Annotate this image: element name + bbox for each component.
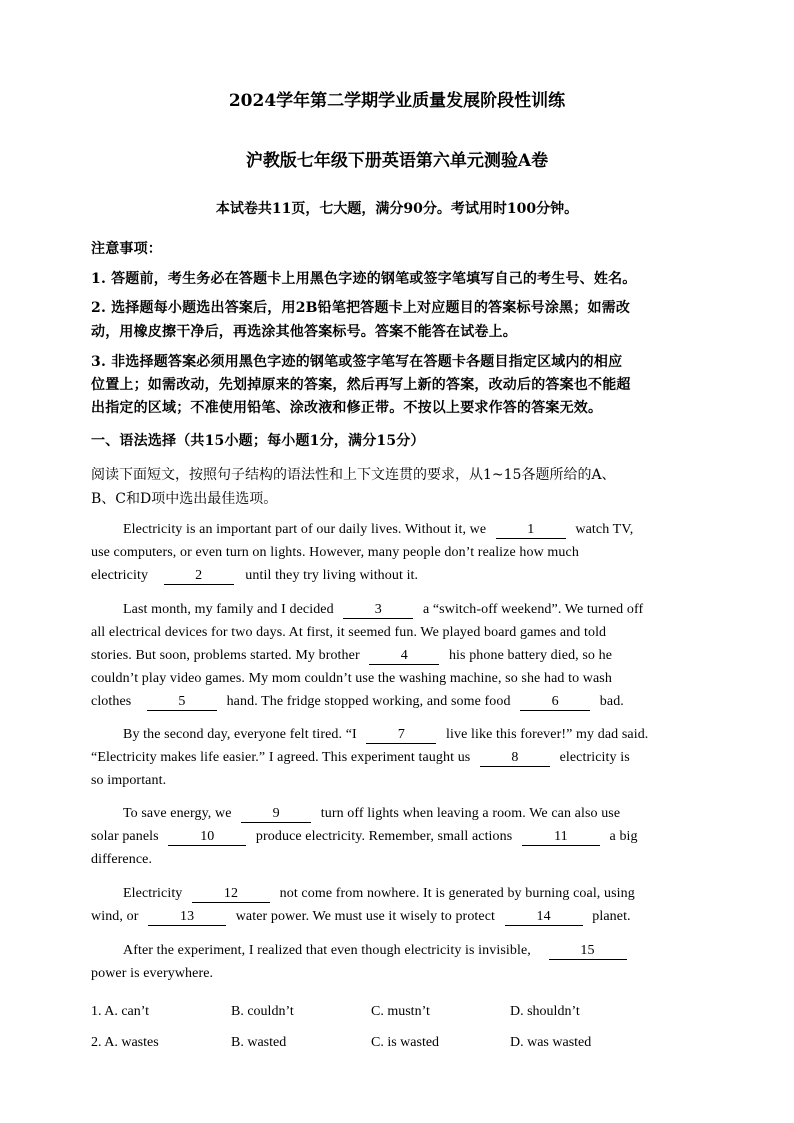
- passage-line: [91, 568, 418, 585]
- passage-text: produce electricity. Remember, small actions: [255, 829, 513, 844]
- blank-8[interactable]: 8: [480, 751, 550, 767]
- option-1d[interactable]: D. shouldn’t: [510, 1004, 580, 1019]
- passage-text: Electricity: [123, 886, 183, 901]
- passage-text: wind, or: [91, 909, 139, 924]
- blank-6[interactable]: 6: [520, 695, 590, 711]
- option-1a[interactable]: 1. A. can’t: [91, 1004, 150, 1019]
- passage-text: “Electricity makes life easier.” I agreed. This experiment taught us: [91, 750, 471, 765]
- passage-line: [123, 886, 635, 903]
- passage-line: [91, 909, 631, 926]
- passage-text: By the second day, everyone felt tired. “I: [123, 727, 357, 742]
- passage-text: a “switch-off weekend”. We turned off: [422, 602, 644, 617]
- passage-line: [123, 943, 627, 960]
- passage-text: not come from nowhere. It is generated by burning coal, using: [279, 886, 635, 901]
- note-3-line-1: 3. 非选择题答案必须用黑色字迹的钢笔或签字笔写在答题卡各题目指定区域内的相应: [91, 354, 623, 370]
- passage-text: until they try living without it.: [245, 568, 419, 583]
- passage-text: stories. But soon, problems started. My brother: [91, 648, 360, 663]
- passage-text: turn off lights when leaving a room. We can also use: [320, 806, 621, 821]
- note-3-line-2: 位置上；如需改动，先划掉原来的答案，然后再写上新的答案，改动后的答案也不能超: [91, 377, 631, 393]
- passage-line: so important.: [91, 773, 167, 788]
- passage-text: live like this forever!” my dad said.: [446, 727, 649, 742]
- blank-15[interactable]: 15: [549, 944, 627, 960]
- exam-info: 本试卷共11页，七大题，满分90分。考试用时100分钟。: [215, 201, 579, 217]
- blank-5[interactable]: 5: [147, 695, 217, 711]
- passage-text: his phone battery died, so he: [448, 648, 613, 663]
- section-instruction-line-2: B、C和D项中选出最佳选项。: [91, 491, 278, 507]
- passage-line: all electrical devices for two days. At first, it seemed fun. We played board games and told: [91, 625, 607, 640]
- passage-line: [123, 806, 620, 823]
- blank-12[interactable]: 12: [192, 887, 270, 903]
- note-2-line-2: 动，用橡皮擦干净后，再选涂其他答案标号。答案不能答在试卷上。: [91, 324, 517, 340]
- option-2c[interactable]: C. is wasted: [371, 1035, 440, 1050]
- passage-text: planet.: [592, 909, 631, 924]
- blank-13[interactable]: 13: [148, 910, 226, 926]
- passage-text: watch TV,: [575, 522, 634, 537]
- option-1b[interactable]: B. couldn’t: [231, 1004, 294, 1019]
- option-2a[interactable]: 2. A. wastes: [91, 1035, 159, 1050]
- passage-text: electricity is: [559, 750, 630, 765]
- section-heading: 一、语法选择（共15小题；每小题1分，满分15分）: [91, 433, 425, 449]
- option-2b[interactable]: B. wasted: [231, 1035, 287, 1050]
- note-3-line-3: 出指定的区域；不准使用铅笔、涂改液和修正带。不按以上要求作答的答案无效。: [91, 400, 603, 416]
- passage-text: Electricity is an important part of our daily lives. Without it, we: [123, 522, 487, 537]
- blank-11[interactable]: 11: [522, 830, 600, 846]
- passage-line: [91, 648, 612, 665]
- passage-text: a big: [609, 829, 638, 844]
- option-2d[interactable]: D. was wasted: [510, 1035, 592, 1050]
- passage-text: clothes: [91, 694, 132, 709]
- passage-line: [123, 727, 648, 744]
- passage-text: bad.: [599, 694, 624, 709]
- blank-4[interactable]: 4: [369, 649, 439, 665]
- passage-line: [91, 829, 638, 846]
- passage-line: [91, 750, 630, 767]
- passage-text: electricity: [91, 568, 149, 583]
- passage-text: After the experiment, I realized that even though electricity is invisible,: [123, 943, 531, 958]
- passage-text: water power. We must use it wisely to protect: [235, 909, 496, 924]
- passage-line: use computers, or even turn on lights. However, many people don’t realize how much: [91, 545, 579, 560]
- passage-line: difference.: [91, 852, 153, 867]
- notes-heading: 注意事项：: [91, 241, 162, 257]
- blank-14[interactable]: 14: [505, 910, 583, 926]
- blank-3[interactable]: 3: [343, 603, 413, 619]
- blank-10[interactable]: 10: [168, 830, 246, 846]
- passage-text: hand. The fridge stopped working, and some food: [226, 694, 511, 709]
- passage-line: [123, 522, 633, 539]
- passage-line: [123, 602, 643, 619]
- passage-text: solar panels: [91, 829, 159, 844]
- passage-line: [91, 694, 624, 711]
- note-1: 1. 答题前，考生务必在答题卡上用黑色字迹的钢笔或签字笔填写自己的考生号、姓名。: [91, 271, 637, 287]
- blank-9[interactable]: 9: [241, 807, 311, 823]
- exam-title: 2024学年第二学期学业质量发展阶段性训练: [228, 91, 566, 111]
- note-2-line-1: 2. 选择题每小题选出答案后，用2B铅笔把答题卡上对应题目的答案标号涂黑；如需改: [91, 300, 631, 316]
- blank-7[interactable]: 7: [366, 728, 436, 744]
- passage-line: couldn’t play video games. My mom couldn’t use the washing machine, so she had to wash: [91, 671, 612, 686]
- exam-subtitle: 沪教版七年级下册英语第六单元测验A卷: [245, 151, 549, 171]
- passage-text: Last month, my family and I decided: [123, 602, 334, 617]
- option-1c[interactable]: C. mustn’t: [371, 1004, 430, 1019]
- blank-1[interactable]: 1: [496, 523, 566, 539]
- passage-line: power is everywhere.: [91, 966, 214, 981]
- section-instruction-line-1: 阅读下面短文，按照句子结构的语法性和上下文连贯的要求，从1~15各题所给的A、: [91, 467, 616, 483]
- passage-text: To save energy, we: [123, 806, 232, 821]
- blank-2[interactable]: 2: [164, 569, 234, 585]
